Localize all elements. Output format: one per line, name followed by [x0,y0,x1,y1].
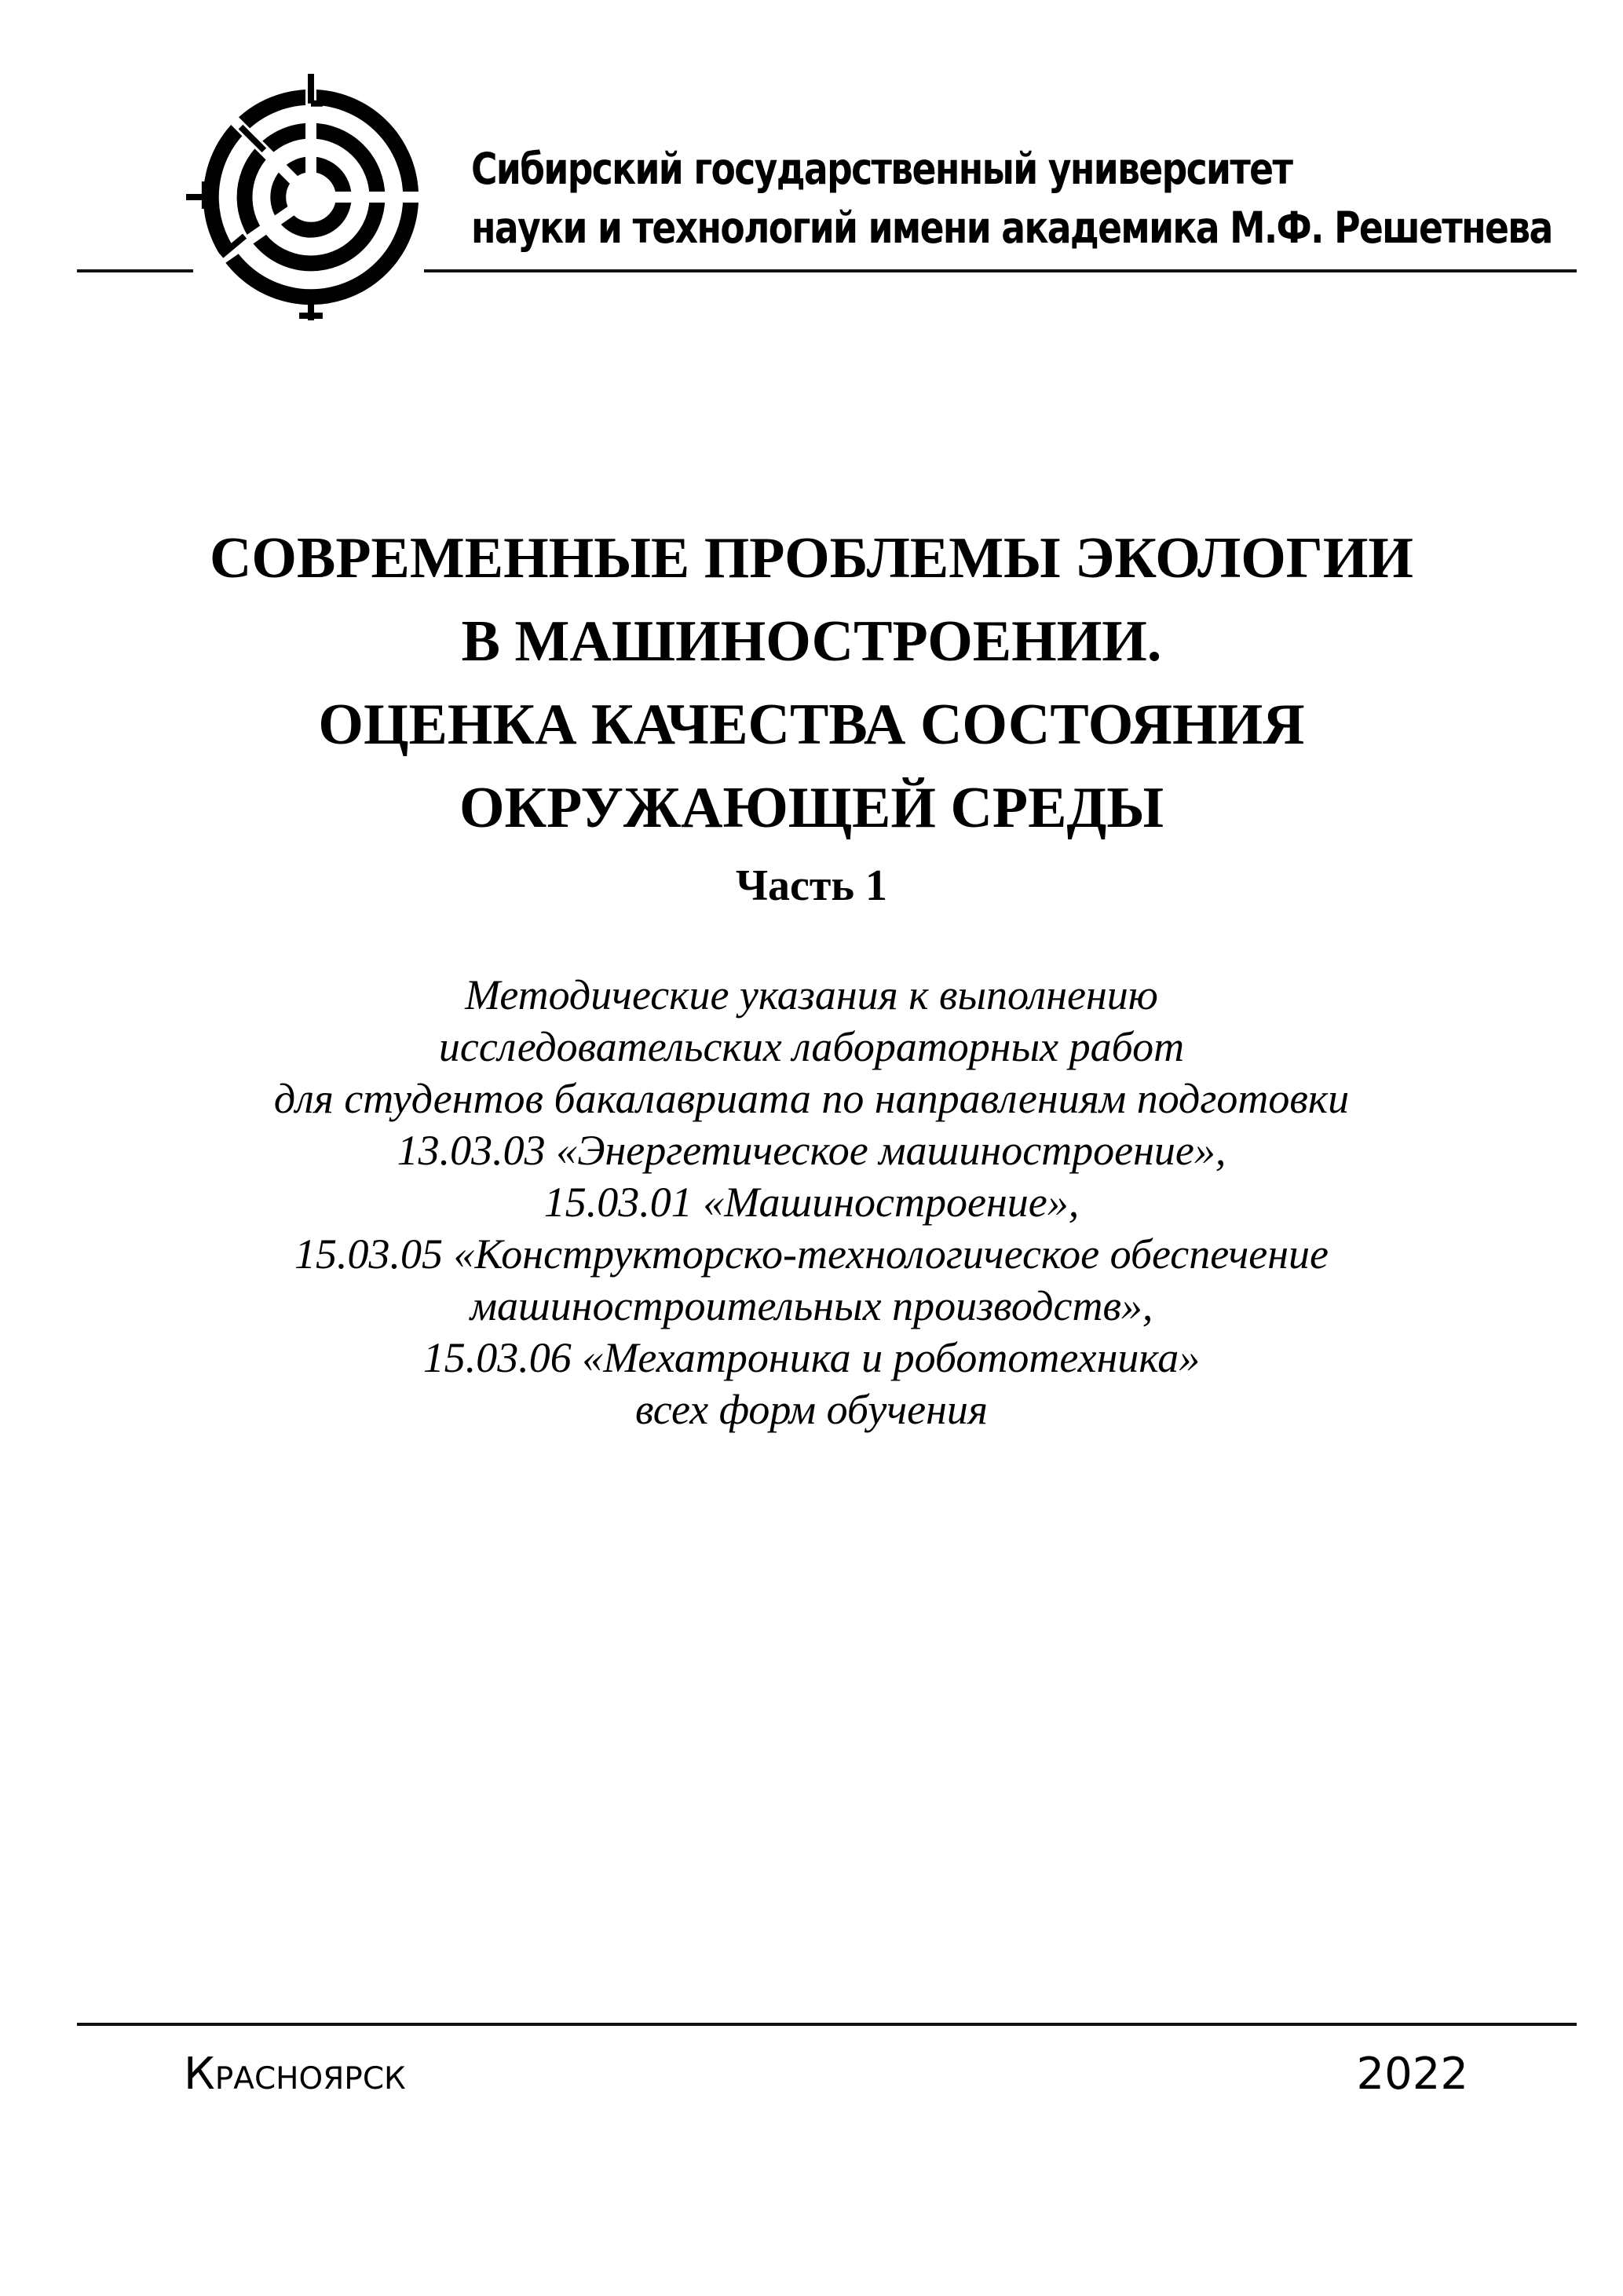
description-line: 15.03.05 «Конструкторско-технологическое обеспечение [294,1230,1329,1278]
university-name-line1: Сибирский государственный университет [471,144,1292,194]
description-line: машиностроительных производств», [470,1282,1153,1329]
description-line: 15.03.01 «Машиностроение», [543,1179,1080,1226]
document-title [0,517,1623,850]
title-line: ОЦЕНКА КАЧЕСТВА СОСТОЯНИЯ [318,693,1305,757]
header-rule-left [77,269,193,272]
title-line: В МАШИНОСТРОЕНИИ. [461,609,1162,674]
title-line: СОВРЕМЕННЫЕ ПРОБЛЕМЫ ЭКОЛОГИИ [209,526,1413,590]
university-name [471,140,1552,258]
part-number: Часть 1 [735,861,888,910]
university-logo-icon [185,72,437,322]
title-line: ОКРУЖАЮЩЕЙ СРЕДЫ [459,776,1164,840]
description-line: всех форм обучения [635,1386,988,1433]
description-line: 15.03.06 «Мехатроника и робототехника» [422,1334,1201,1381]
description-line: 13.03.03 «Энергетическое машиностроение», [397,1127,1226,1174]
publication-city: Красноярск [184,2049,406,2100]
header-rule-right [424,269,1577,272]
document-description [0,969,1623,1435]
description-line: Методические указания к выполнению [465,971,1158,1018]
publication-year: 2022 [1356,2049,1468,2100]
description-line: для студентов бакалавриата по направлениям подготовки [273,1075,1350,1122]
description-line: исследовательских лабораторных работ [438,1023,1185,1070]
footer-rule [77,2023,1577,2026]
university-name-line2: науки и технологий имени академика М.Ф. Решетнева [471,203,1552,253]
